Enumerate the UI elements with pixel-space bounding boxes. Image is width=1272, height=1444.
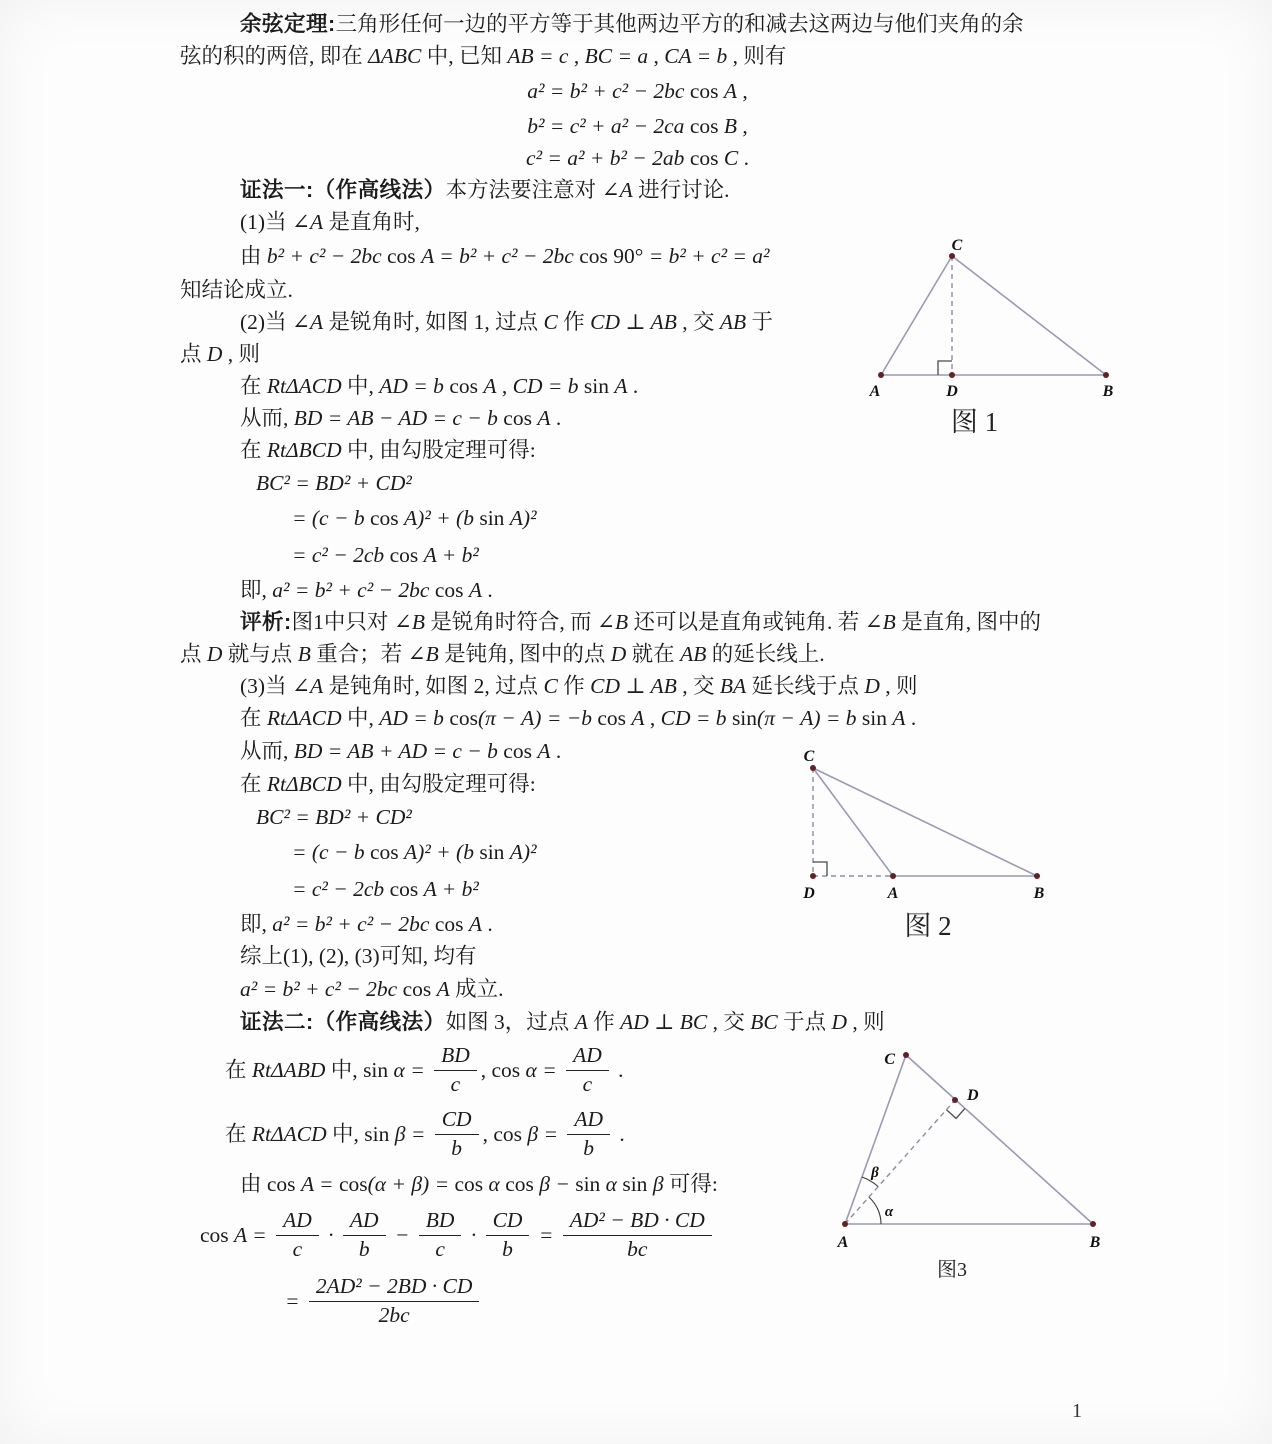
- figure-3: [833, 1040, 1113, 1283]
- doc-line: 由 b² + c² − 2bc cos A = b² + c² − 2bc cos 90° = b² + c² = a²: [240, 244, 770, 268]
- vertex-dot-d: [810, 873, 816, 879]
- doc-line: 即, a² = b² + c² − 2bc cos A .: [240, 578, 493, 602]
- doc-line: a² = b² + c² − 2bc cos A ,: [527, 79, 748, 103]
- figure-1-caption: 图 1: [950, 407, 999, 437]
- fraction: $\frac{AD}{b}$: [567, 1107, 610, 1162]
- vertex-dot-b: [1090, 1221, 1096, 1227]
- doc-line: 评析:图1中只对 ∠B 是锐角时符合, 而 ∠B 还可以是直角或钝角. 若 ∠B 是直角, 图中的: [240, 610, 1041, 634]
- fraction: $\frac{AD}{c}$: [276, 1208, 319, 1263]
- angle-label-beta: β: [871, 1165, 879, 1181]
- fraction: $\frac{\text{AD² − BD · CD}}{bc}$: [563, 1208, 712, 1263]
- vertex-dot-d: [952, 1097, 958, 1103]
- side-cb: [952, 256, 1106, 375]
- vertex-dot-a: [878, 372, 884, 378]
- side-cb: [813, 768, 1037, 876]
- doc-line: 点 D , 则: [180, 342, 261, 366]
- vertex-dot-b: [1103, 372, 1109, 378]
- fraction: $\frac{BD}{c}$: [419, 1208, 462, 1263]
- doc-line: = $\frac{\text{2AD² − 2BD · CD}}{2bc}$: [180, 1268, 1095, 1334]
- vertex-label-c: C: [951, 238, 963, 254]
- doc-line: = c² − 2cb cos A + b²: [292, 877, 479, 901]
- vertex-dot-a: [890, 873, 896, 879]
- vertex-dot-c: [810, 765, 816, 771]
- doc-line: (2)当 ∠A 是锐角时, 如图 1, 过点 C 作 CD ⊥ AB , 交 AB 于: [240, 310, 774, 334]
- doc-line: 弦的积的两倍, 即在 ΔABC 中, 已知 AB = c , BC = a , CA = b , 则有: [180, 44, 787, 68]
- doc-line: BC² = BD² + CD²: [256, 805, 412, 829]
- doc-line: 在 RtΔACD 中, AD = b cos(π − A) = −b cos A , CD = b sin(π − A) = b sin A .: [240, 706, 917, 730]
- doc-line: 余弦定理:三角形任何一边的平方等于其他两边平方的和减去这两边与他们夹角的余: [240, 12, 1024, 36]
- vertex-label-a: A: [869, 383, 881, 400]
- fraction: $\frac{AD}{b}$: [343, 1208, 386, 1263]
- doc-line: 在 RtΔABD 中, sin α = $\frac{BD}{c}$ , cos α = $\frac{AD}{c}$ .: [225, 1042, 624, 1096]
- vertex-label-a: A: [887, 885, 899, 902]
- doc-line: 知结论成立.: [180, 278, 293, 302]
- vertex-label-d: D: [946, 383, 958, 400]
- doc-line: = c² − 2cb cos A + b²: [292, 543, 479, 567]
- vertex-label-d: D: [967, 1087, 979, 1104]
- figure-1: [862, 238, 1132, 439]
- figure-3-diagram: [833, 1040, 1113, 1252]
- page-number: 1: [1072, 1400, 1082, 1422]
- figure-2-diagram: [785, 748, 1095, 904]
- doc-line: (1)当 ∠A 是直角时,: [240, 210, 420, 234]
- doc-line: 在 RtΔBCD 中, 由勾股定理可得:: [240, 772, 536, 796]
- doc-line: 由 cos A = cos(α + β) = cos α cos β − sin α sin β 可得:: [240, 1172, 718, 1196]
- vertex-label-d: D: [803, 885, 815, 902]
- figure-1-diagram: [862, 238, 1132, 400]
- vertex-label-c: C: [884, 1051, 895, 1068]
- side-ca: [813, 768, 893, 876]
- side-ac: [881, 256, 952, 375]
- figure-2-caption: 图 2: [904, 911, 952, 941]
- doc-line: 即, a² = b² + c² − 2bc cos A .: [240, 912, 493, 936]
- right-angle-mark: [946, 1109, 964, 1119]
- doc-line: = (c − b cos A)² + (b sin A)²: [292, 506, 537, 530]
- doc-line: 证法一:（作高线法）本方法要注意对 ∠A 进行讨论.: [240, 178, 730, 202]
- vertex-label-b: B: [1033, 885, 1045, 902]
- doc-line: cos A = $\frac{AD}{c}$ · $\frac{AD}{b}$ − $\frac{BD}{c}$ · $\frac{CD}{b}$ = $\frac{\text{AD² − BD · CD}}{bc}$: [180, 1202, 1095, 1268]
- doc-line: 证法二:（作高线法）如图 3，过点 A 作 AD ⊥ BC , 交 BC 于点 D , 则: [240, 1010, 885, 1034]
- doc-line: 从而, BD = AB + AD = c − b cos A .: [240, 739, 562, 763]
- vertex-dot-d: [949, 372, 955, 378]
- doc-line: BC² = BD² + CD²: [256, 471, 412, 495]
- doc-line: 综上(1), (2), (3)可知, 均有: [240, 944, 477, 968]
- fraction: $\frac{BD}{c}$: [434, 1043, 477, 1098]
- fraction: $\frac{AD}{c}$: [566, 1043, 609, 1098]
- vertex-dot-b: [1034, 873, 1040, 879]
- doc-line: 在 RtΔACD 中, sin β = $\frac{CD}{b}$ , cos β = $\frac{AD}{b}$ .: [225, 1106, 625, 1160]
- doc-line: 点 D 就与点 B 重合；若 ∠B 是钝角, 图中的点 D 就在 AB 的延长线上.: [180, 642, 825, 666]
- fraction: $\frac{CD}{b}$: [486, 1208, 530, 1263]
- doc-line: 在 RtΔBCD 中, 由勾股定理可得:: [240, 438, 536, 462]
- doc-line: 在 RtΔACD 中, AD = b cos A , CD = b sin A .: [240, 374, 639, 398]
- angle-label-alpha: α: [884, 1204, 894, 1220]
- doc-line: (3)当 ∠A 是钝角时, 如图 2, 过点 C 作 CD ⊥ AB , 交 BA 延长线于点 D , 则: [240, 674, 918, 698]
- fraction: $\frac{CD}{b}$: [435, 1107, 479, 1162]
- doc-line: c² = a² + b² − 2ab cos C .: [526, 146, 749, 170]
- doc-line: a² = b² + c² − 2bc cos A 成立.: [240, 977, 504, 1001]
- doc-line: b² = c² + a² − 2ca cos B ,: [527, 114, 748, 138]
- side-ac: [845, 1055, 906, 1224]
- vertex-label-b: B: [1102, 383, 1114, 400]
- figure-2: [785, 748, 1095, 943]
- angle-alpha-arc: [869, 1197, 881, 1224]
- altitude-ad-dashed: [845, 1100, 955, 1224]
- side-cb: [906, 1055, 1093, 1224]
- vertex-label-a: A: [837, 1234, 849, 1251]
- vertex-label-c: C: [803, 748, 815, 765]
- figure-3-caption: 图3: [937, 1259, 967, 1281]
- vertex-dot-a: [842, 1221, 848, 1227]
- vertex-label-b: B: [1089, 1234, 1101, 1251]
- vertex-dot-c: [903, 1052, 909, 1058]
- doc-line: 从而, BD = AB − AD = c − b cos A .: [240, 406, 562, 430]
- fraction: $\frac{\text{2AD² − 2BD · CD}}{2bc}$: [309, 1274, 480, 1329]
- doc-line: = (c − b cos A)² + (b sin A)²: [292, 840, 537, 864]
